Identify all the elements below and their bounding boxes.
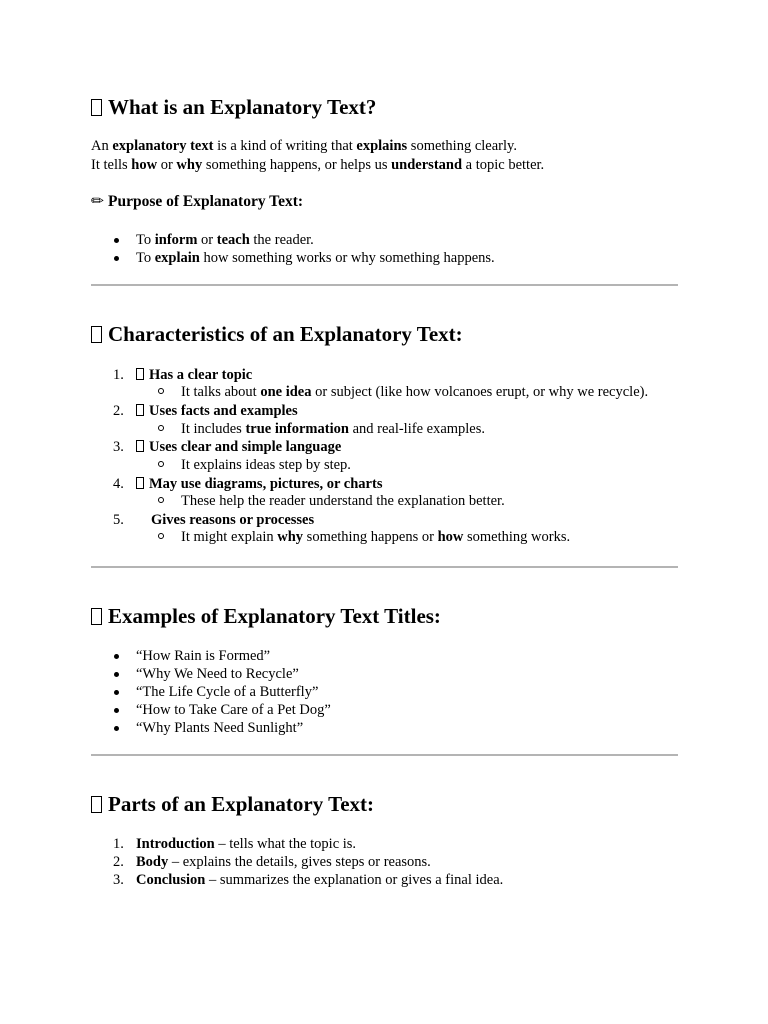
list-number: 2. [113,403,124,419]
horizontal-divider [91,566,678,568]
characteristic-item-3: Uses clear and simple language [136,438,341,456]
part-item-conclusion: Conclusion – summarizes the explanation or gives a final idea. [136,872,504,888]
missing-glyph-icon [136,404,144,416]
missing-glyph-icon [91,326,102,343]
characteristic-item-5: Gives reasons or processes [151,512,315,528]
sub-bullet-icon [158,497,164,503]
pencil-icon: ✏ [91,193,104,210]
sub-bullet-icon [158,388,164,394]
example-title-item: “How Rain is Formed” [136,648,271,664]
missing-glyph-icon [136,477,144,489]
characteristic-detail-2: It includes true information and real-life examples. [181,421,486,437]
bullet-icon [114,238,119,243]
part-item-body: Body – explains the details, gives steps or reasons. [136,854,431,870]
sub-bullet-icon [158,533,164,539]
definition-paragraph-line-2: It tells how or why something happens, or helps us understand a topic better. [91,157,545,173]
bullet-icon [114,654,119,659]
purpose-item-2: To explain how something works or why something happens. [136,250,495,266]
purpose-item-1: To inform or teach the reader. [136,232,314,248]
list-number: 2. [113,854,124,870]
section-examples-heading: Examples of Explanatory Text Titles: [91,604,441,628]
horizontal-divider [91,754,678,756]
bullet-icon [114,726,119,731]
definition-paragraph-line-1: An explanatory text is a kind of writing that explains something clearly. [91,138,517,154]
missing-glyph-icon [91,796,102,813]
characteristic-detail-5: It might explain why something happens or how something works. [181,529,571,545]
example-title-item: “Why We Need to Recycle” [136,666,299,682]
part-item-introduction: Introduction – tells what the topic is. [136,836,357,852]
bullet-icon [114,690,119,695]
section-parts-heading: Parts of an Explanatory Text: [91,792,374,816]
sub-bullet-icon [158,461,164,467]
missing-glyph-icon [91,99,102,116]
purpose-heading: ✏ Purpose of Explanatory Text: [91,193,304,210]
heading-text: What is an Explanatory Text? [108,95,377,119]
bullet-icon [114,256,119,261]
characteristic-detail-1: It talks about one idea or subject (like how volcanoes erupt, or why we recycle). [181,384,649,400]
missing-glyph-icon [136,368,144,380]
list-number: 1. [113,836,124,852]
bullet-icon [114,708,119,713]
example-title-item: “How to Take Care of a Pet Dog” [136,702,331,718]
section-characteristics-heading: Characteristics of an Explanatory Text: [91,322,463,346]
bullet-icon [114,672,119,677]
characteristic-item-2: Uses facts and examples [136,402,298,420]
characteristic-item-4: May use diagrams, pictures, or charts [136,475,382,493]
characteristic-detail-4: These help the reader understand the explanation better. [181,493,505,509]
example-title-item: “The Life Cycle of a Butterfly” [136,684,319,700]
list-number: 4. [113,476,124,492]
list-number: 5. [113,512,124,528]
missing-glyph-icon [91,608,102,625]
missing-glyph-icon [136,440,144,452]
horizontal-divider [91,284,678,286]
example-title-item: “Why Plants Need Sunlight” [136,720,304,736]
sub-bullet-icon [158,425,164,431]
list-number: 3. [113,872,124,888]
list-number: 3. [113,439,124,455]
characteristic-item-1: Has a clear topic [136,366,252,384]
section-what-is-heading [91,95,376,119]
characteristic-detail-3: It explains ideas step by step. [181,457,351,473]
list-number: 1. [113,367,124,383]
